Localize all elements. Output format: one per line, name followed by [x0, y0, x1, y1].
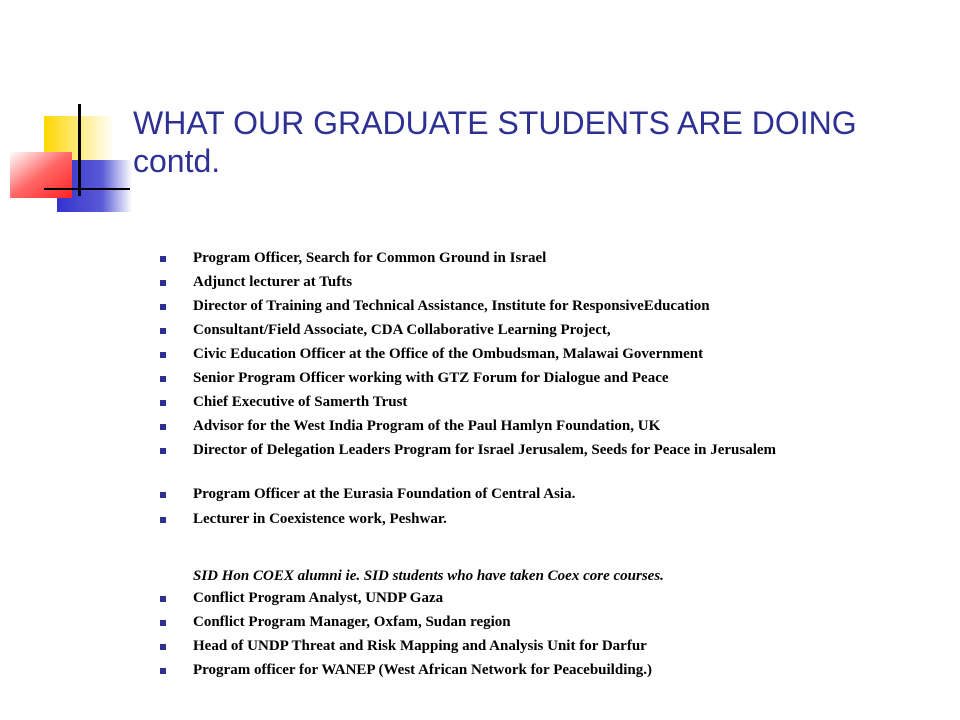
bullet-icon: [160, 424, 166, 430]
bullet-icon: [160, 328, 166, 334]
bullet-icon: [160, 517, 166, 523]
list-item: Senior Program Officer working with GTZ Forum for Dialogue and Peace: [193, 370, 669, 386]
bullet-icon: [160, 352, 166, 358]
slide-title: WHAT OUR GRADUATE STUDENTS ARE DOING contd.: [133, 105, 857, 179]
bullet-icon: [160, 596, 166, 602]
list-item: Program Officer, Search for Common Ground in Israel: [193, 250, 547, 266]
bullet-icon: [160, 620, 166, 626]
bullet-icon: [160, 448, 166, 454]
bullet-icon: [160, 304, 166, 310]
list-item: Program Officer at the Eurasia Foundation of Central Asia.: [193, 486, 576, 502]
list-item: Conflict Program Analyst, UNDP Gaza: [193, 590, 444, 606]
list-item: Adjunct lecturer at Tufts: [193, 274, 353, 290]
list-item: Civic Education Officer at the Office of the Ombudsman, Malawai Government: [193, 346, 704, 362]
bullet-icon: [160, 400, 166, 406]
bullet-icon: [160, 280, 166, 286]
list-item: Conflict Program Manager, Oxfam, Sudan region: [193, 614, 511, 630]
bullet-icon: [160, 256, 166, 262]
bullet-icon: [160, 492, 166, 498]
list-item: Program officer for WANEP (West African Network for Peacebuilding.): [193, 662, 652, 678]
list-item: Lecturer in Coexistence work, Peshwar.: [193, 511, 447, 527]
list-item: Consultant/Field Associate, CDA Collaborative Learning Project,: [193, 322, 611, 338]
list-item: Director of Training and Technical Assistance, Institute for ResponsiveEducation: [193, 298, 710, 314]
bullet-icon: [160, 644, 166, 650]
bullet-icon: [160, 376, 166, 382]
list-item: Head of UNDP Threat and Risk Mapping and Analysis Unit for Darfur: [193, 638, 647, 654]
alumni-note: SID Hon COEX alumni ie. SID students who have taken Coex core courses.: [193, 568, 664, 584]
list-item: Chief Executive of Samerth Trust: [193, 394, 408, 410]
bullet-icon: [160, 668, 166, 674]
list-item: Director of Delegation Leaders Program for Israel Jerusalem, Seeds for Peace in Jerusalem: [193, 442, 777, 458]
list-item: Advisor for the West India Program of the Paul Hamlyn Foundation, UK: [193, 418, 661, 434]
